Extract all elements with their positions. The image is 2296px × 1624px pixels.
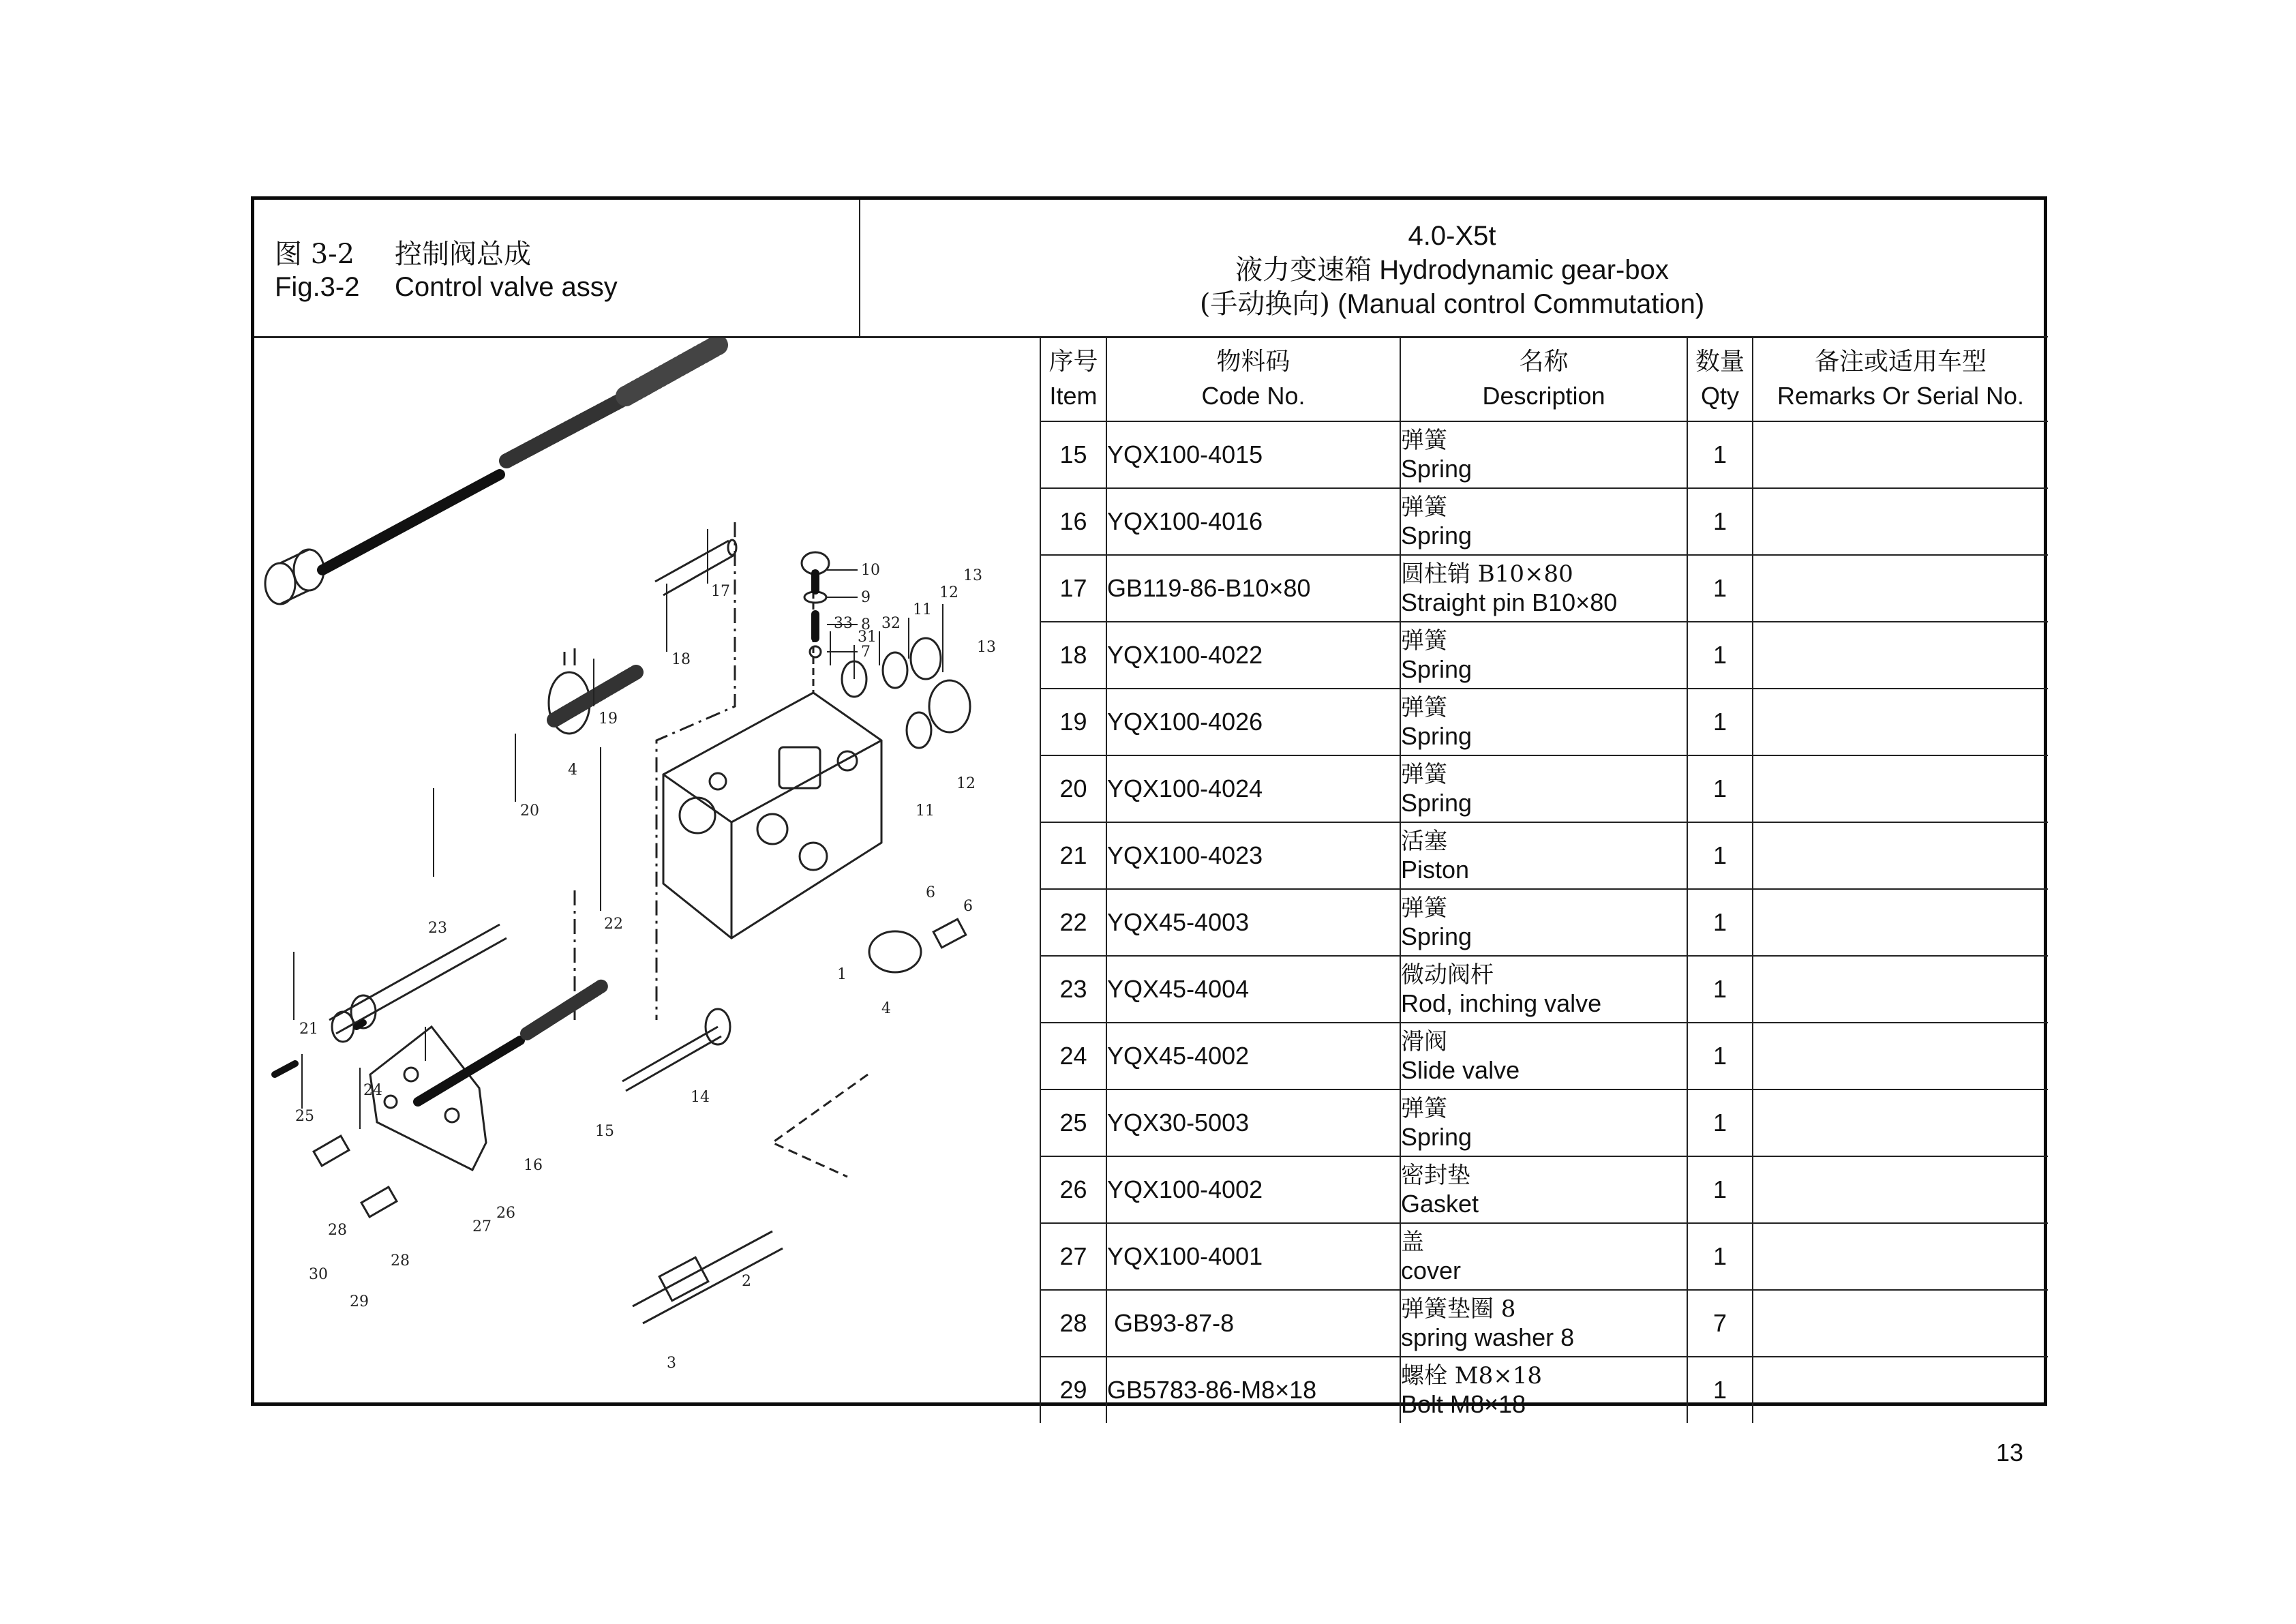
- quantity-cell: 1: [1687, 755, 1753, 822]
- svg-text:27: 27: [472, 1218, 492, 1235]
- description-en: cover: [1401, 1257, 1462, 1284]
- description-cell: [1400, 1290, 1687, 1357]
- item-number-cell: 29: [1040, 1357, 1106, 1423]
- svg-text:14: 14: [691, 1089, 710, 1106]
- svg-text:33: 33: [834, 615, 853, 632]
- column-header-description: [1400, 337, 1687, 421]
- control-type-line: [860, 287, 2044, 321]
- description-cn: 活塞: [1401, 828, 1447, 855]
- table-row: [1040, 421, 2048, 488]
- table-row: [1040, 1290, 2048, 1357]
- svg-text:4: 4: [568, 762, 577, 779]
- remarks-cell: [1753, 1089, 2048, 1156]
- product-title-block: [860, 200, 2044, 336]
- item-number-cell: 19: [1040, 689, 1106, 755]
- figure-name-cn: 控制阀总成: [395, 239, 531, 270]
- description-cn: 弹簧垫圈 8: [1401, 1295, 1516, 1323]
- table-row: [1040, 889, 2048, 956]
- code-number-cell: YQX30-5003: [1106, 1089, 1400, 1156]
- control-valve-exploded-drawing: [254, 338, 1040, 1406]
- description-cn: 螺栓 M8×18: [1401, 1362, 1543, 1389]
- description-en: Bolt M8×18: [1401, 1390, 1526, 1418]
- remarks-cell: [1753, 1223, 2048, 1290]
- column-header-cn: 序号: [1048, 348, 1098, 376]
- quantity-cell: 1: [1687, 889, 1753, 956]
- column-header-en: Qty: [1700, 382, 1739, 410]
- figure-title-en: [275, 272, 618, 303]
- description-en: spring washer 8: [1401, 1323, 1575, 1351]
- code-number-cell: YQX100-4002: [1106, 1156, 1400, 1223]
- svg-text:13: 13: [977, 639, 996, 656]
- item-number-cell: 20: [1040, 755, 1106, 822]
- table-row: [1040, 622, 2048, 689]
- svg-text:19: 19: [599, 710, 618, 727]
- description-cn: 弹簧: [1401, 694, 1447, 721]
- description-en: Piston: [1401, 856, 1470, 884]
- figure-name-en: Control valve assy: [395, 272, 618, 302]
- remarks-cell: [1753, 622, 2048, 689]
- remarks-cell: [1753, 822, 2048, 889]
- svg-text:32: 32: [881, 615, 901, 632]
- quantity-cell: 1: [1687, 555, 1753, 622]
- description-cn: 弹簧: [1401, 494, 1447, 521]
- code-number-cell: YQX100-4026: [1106, 689, 1400, 755]
- quantity-cell: 7: [1687, 1290, 1753, 1357]
- description-cn: 弹簧: [1401, 894, 1447, 922]
- quantity-cell: 1: [1687, 822, 1753, 889]
- svg-text:23: 23: [428, 920, 447, 937]
- svg-text:16: 16: [524, 1157, 543, 1174]
- description-cn: 弹簧: [1401, 627, 1447, 655]
- item-number-cell: 18: [1040, 622, 1106, 689]
- table-row: [1040, 488, 2048, 555]
- svg-text:3: 3: [667, 1355, 676, 1372]
- description-cell: [1400, 755, 1687, 822]
- item-number-cell: 16: [1040, 488, 1106, 555]
- remarks-cell: [1753, 488, 2048, 555]
- svg-text:12: 12: [956, 775, 976, 792]
- table-row: [1040, 689, 2048, 755]
- svg-text:9: 9: [861, 589, 871, 606]
- description-en: Slide valve: [1401, 1056, 1520, 1084]
- remarks-cell: [1753, 1290, 2048, 1357]
- column-header-en: Remarks Or Serial No.: [1777, 382, 2025, 410]
- product-name-en: Hydrodynamic gear-box: [1379, 255, 1669, 285]
- column-header-en: Item: [1049, 382, 1098, 410]
- item-number-cell: 17: [1040, 555, 1106, 622]
- column-header-cn: 数量: [1695, 348, 1744, 376]
- column-header-en: Code No.: [1201, 382, 1305, 410]
- page-number: 13: [1996, 1439, 2024, 1467]
- item-number-cell: 23: [1040, 956, 1106, 1023]
- description-cell: [1400, 622, 1687, 689]
- quantity-cell: 1: [1687, 956, 1753, 1023]
- code-number-cell: YQX45-4003: [1106, 889, 1400, 956]
- table-row: [1040, 755, 2048, 822]
- remarks-cell: [1753, 1357, 2048, 1423]
- svg-text:25: 25: [295, 1108, 314, 1125]
- item-number-cell: 21: [1040, 822, 1106, 889]
- remarks-cell: [1753, 1156, 2048, 1223]
- code-number-cell: GB93-87-8: [1106, 1290, 1400, 1357]
- remarks-cell: [1753, 555, 2048, 622]
- svg-text:8: 8: [861, 616, 871, 633]
- description-cn: 盖: [1401, 1229, 1424, 1256]
- svg-text:15: 15: [595, 1123, 614, 1140]
- figure-title-block: [254, 200, 860, 336]
- description-cn: 密封垫: [1401, 1162, 1470, 1189]
- svg-text:1: 1: [837, 966, 847, 983]
- item-number-cell: 22: [1040, 889, 1106, 956]
- code-number-cell: YQX45-4004: [1106, 956, 1400, 1023]
- description-en: Spring: [1401, 455, 1472, 483]
- svg-text:13: 13: [963, 567, 982, 584]
- code-number-cell: GB5783-86-M8×18: [1106, 1357, 1400, 1423]
- control-type-cn: (手动换向): [1199, 288, 1331, 320]
- item-number-cell: 27: [1040, 1223, 1106, 1290]
- svg-text:18: 18: [671, 651, 691, 668]
- figure-number-en: Fig.3-2: [275, 272, 360, 302]
- description-cell: [1400, 1156, 1687, 1223]
- description-cn: 弹簧: [1401, 761, 1447, 788]
- table-row: [1040, 1357, 2048, 1423]
- description-cn: 圆柱销 B10×80: [1401, 560, 1573, 588]
- code-number-cell: YQX100-4001: [1106, 1223, 1400, 1290]
- description-en: Spring: [1401, 522, 1472, 550]
- description-en: Spring: [1401, 655, 1472, 683]
- description-cell: [1400, 488, 1687, 555]
- svg-text:21: 21: [299, 1021, 318, 1038]
- svg-text:6: 6: [926, 884, 935, 901]
- description-cell: [1400, 1089, 1687, 1156]
- callout-labels: [295, 562, 996, 1372]
- table-row: [1040, 1023, 2048, 1089]
- svg-text:20: 20: [520, 802, 539, 819]
- column-header-code: [1106, 337, 1400, 421]
- svg-text:4: 4: [881, 1000, 891, 1017]
- svg-text:11: 11: [913, 601, 932, 618]
- svg-text:31: 31: [858, 629, 877, 646]
- description-cell: [1400, 1223, 1687, 1290]
- description-cn: 弹簧: [1401, 427, 1447, 454]
- svg-text:24: 24: [363, 1082, 382, 1099]
- description-en: Spring: [1401, 722, 1472, 750]
- description-cell: [1400, 555, 1687, 622]
- parts-table-body: [1040, 421, 2048, 1423]
- description-cn: 弹簧: [1401, 1095, 1447, 1122]
- quantity-cell: 1: [1687, 1023, 1753, 1089]
- model-name: 4.0-X5t: [1408, 221, 1496, 251]
- svg-text:12: 12: [939, 584, 958, 601]
- description-en: Gasket: [1401, 1190, 1479, 1218]
- table-header-row: [1040, 337, 2048, 421]
- quantity-cell: 1: [1687, 421, 1753, 488]
- svg-text:11: 11: [916, 802, 935, 819]
- description-cell: [1400, 421, 1687, 488]
- column-header-cn: 备注或适用车型: [1814, 348, 1987, 376]
- code-number-cell: YQX100-4022: [1106, 622, 1400, 689]
- remarks-cell: [1753, 755, 2048, 822]
- column-header-cn: 名称: [1519, 348, 1569, 376]
- description-en: Spring: [1401, 789, 1472, 817]
- description-cn: 微动阀杆: [1401, 961, 1494, 989]
- description-cn: 滑阀: [1401, 1028, 1447, 1055]
- svg-text:6: 6: [963, 898, 973, 915]
- description-en: Rod, inching valve: [1401, 989, 1602, 1017]
- svg-text:28: 28: [328, 1222, 347, 1239]
- quantity-cell: 1: [1687, 1156, 1753, 1223]
- svg-text:29: 29: [350, 1293, 369, 1310]
- control-type-en: (Manual control Commutation): [1338, 289, 1705, 319]
- product-line: [860, 253, 2044, 287]
- code-number-cell: YQX100-4024: [1106, 755, 1400, 822]
- quantity-cell: 1: [1687, 488, 1753, 555]
- item-number-cell: 25: [1040, 1089, 1106, 1156]
- quantity-cell: 1: [1687, 1223, 1753, 1290]
- svg-text:7: 7: [861, 644, 871, 661]
- svg-text:28: 28: [391, 1252, 410, 1269]
- column-header-qty: [1687, 337, 1753, 421]
- svg-text:17: 17: [711, 583, 730, 600]
- product-name-cn: 液力变速箱: [1235, 254, 1372, 286]
- exploded-view-diagram: [254, 338, 1040, 1406]
- table-row: [1040, 1223, 2048, 1290]
- remarks-cell: [1753, 889, 2048, 956]
- sheet-header: [254, 200, 2044, 338]
- description-en: Spring: [1401, 922, 1472, 950]
- column-header-en: Description: [1482, 382, 1605, 410]
- code-number-cell: YQX100-4023: [1106, 822, 1400, 889]
- description-cell: [1400, 1023, 1687, 1089]
- parts-table: [1040, 336, 2048, 1423]
- figure-title-cn: [275, 232, 531, 271]
- table-row: [1040, 822, 2048, 889]
- remarks-cell: [1753, 421, 2048, 488]
- description-en: Spring: [1401, 1123, 1472, 1151]
- parts-sheet-frame: [251, 196, 2047, 1418]
- item-number-cell: 26: [1040, 1156, 1106, 1223]
- quantity-cell: 1: [1687, 1089, 1753, 1156]
- description-en: Straight pin B10×80: [1401, 588, 1618, 616]
- description-cell: [1400, 889, 1687, 956]
- quantity-cell: 1: [1687, 689, 1753, 755]
- description-cell: [1400, 689, 1687, 755]
- svg-text:26: 26: [496, 1205, 515, 1222]
- table-row: [1040, 956, 2048, 1023]
- svg-text:22: 22: [604, 916, 623, 933]
- code-number-cell: YQX100-4015: [1106, 421, 1400, 488]
- quantity-cell: 1: [1687, 622, 1753, 689]
- description-cell: [1400, 1357, 1687, 1423]
- column-header-item: [1040, 337, 1106, 421]
- remarks-cell: [1753, 1023, 2048, 1089]
- item-number-cell: 28: [1040, 1290, 1106, 1357]
- table-row: [1040, 555, 2048, 622]
- code-number-cell: YQX45-4002: [1106, 1023, 1400, 1089]
- code-number-cell: YQX100-4016: [1106, 488, 1400, 555]
- svg-text:10: 10: [861, 562, 880, 579]
- code-number-cell: GB119-86-B10×80: [1106, 555, 1400, 622]
- quantity-cell: 1: [1687, 1357, 1753, 1423]
- figure-number-cn: 图 3-2: [275, 239, 355, 270]
- description-cell: [1400, 956, 1687, 1023]
- column-header-remarks: [1753, 337, 2048, 421]
- remarks-cell: [1753, 689, 2048, 755]
- table-row: [1040, 1089, 2048, 1156]
- column-header-cn: 物料码: [1216, 348, 1290, 376]
- svg-text:30: 30: [309, 1266, 328, 1283]
- item-number-cell: 24: [1040, 1023, 1106, 1089]
- description-cell: [1400, 822, 1687, 889]
- remarks-cell: [1753, 956, 2048, 1023]
- item-number-cell: 15: [1040, 421, 1106, 488]
- svg-text:2: 2: [742, 1273, 751, 1290]
- table-row: [1040, 1156, 2048, 1223]
